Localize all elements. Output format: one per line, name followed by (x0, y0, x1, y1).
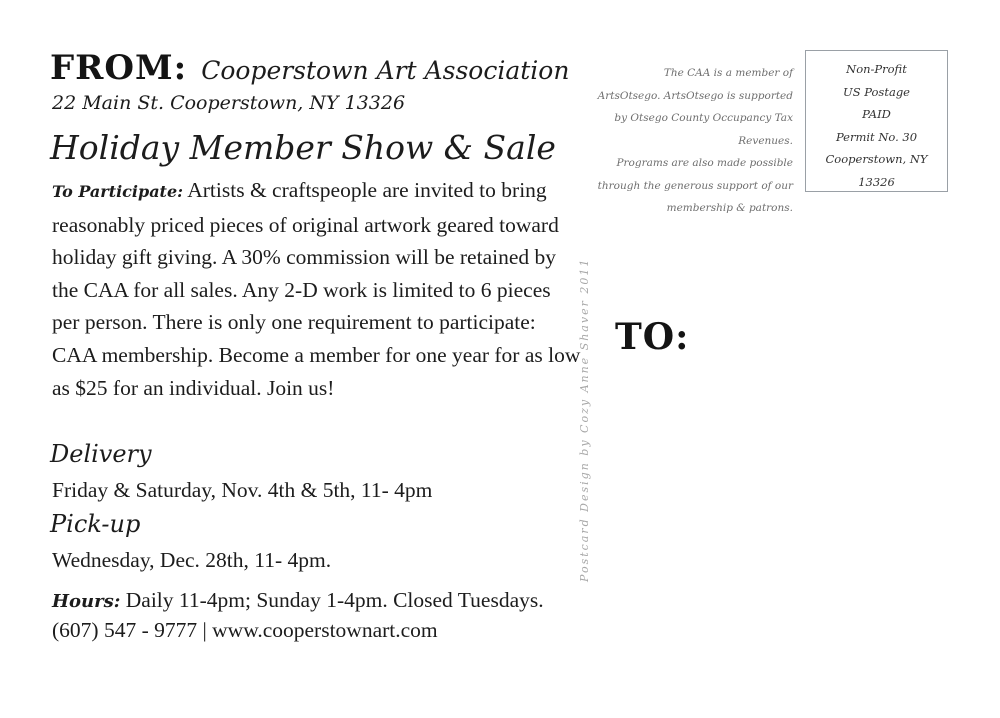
from-label: FROM: (50, 48, 188, 88)
member-note-line: by Otsego County Occupancy Tax Revenues. (614, 112, 793, 147)
indicia-line: Non-Profit (846, 62, 907, 76)
sender-address: 22 Main St. Cooperstown, NY 13326 (52, 92, 406, 114)
delivery-heading: Delivery (50, 440, 152, 468)
member-note-line: The CAA is a member of (663, 67, 793, 79)
hours-text: Daily 11-4pm; Sunday 1-4pm. Closed Tuesdays. (125, 588, 544, 612)
member-note-line: Programs are also made possible (616, 157, 793, 169)
event-title: Holiday Member Show & Sale (50, 128, 556, 167)
member-note-line: membership & patrons. (666, 202, 793, 214)
to-label: TO: (615, 316, 690, 358)
indicia-line: US Postage (843, 84, 910, 99)
hours-line (52, 588, 544, 613)
participate-text: Artists & craftspeople are invited to bring reasonably priced pieces of original artwork geared toward holiday gift giving. A 30% commission will be retained by the CAA for all sales. Any 2-D work is limited to 6 pieces per person. There is only one requirement to participate: CAA membership. Become a member for one year for as low as $25 for an individual. Join us! (52, 178, 581, 400)
contact-line[interactable]: (607) 547 - 9777 | www.cooperstownart.com (52, 618, 438, 642)
sender-organization: Cooperstown Art Association (201, 56, 570, 85)
from-line (50, 48, 569, 88)
member-note (580, 62, 793, 220)
member-note-line: ArtsOtsego. ArtsOtsego is supported (597, 89, 793, 102)
member-note-line: through the generous support of our (597, 179, 793, 192)
pickup-text: Wednesday, Dec. 28th, 11- 4pm. (52, 548, 332, 572)
indicia-line: Permit No. 30 (835, 129, 918, 144)
design-credit: Postcard Design by Cozy Anne Shaver 2011 (578, 257, 591, 582)
pickup-heading: Pick-up (50, 510, 141, 538)
indicia-line: PAID (862, 107, 891, 121)
participate-heading: To Participate: (52, 182, 184, 201)
indicia-line: Cooperstown, NY (825, 152, 928, 166)
indicia-line: 13326 (858, 174, 895, 189)
delivery-text: Friday & Saturday, Nov. 4th & 5th, 11- 4pm (52, 478, 433, 502)
postage-indicia (805, 50, 948, 192)
hours-heading: Hours: (52, 591, 121, 612)
participate-paragraph (52, 174, 582, 404)
